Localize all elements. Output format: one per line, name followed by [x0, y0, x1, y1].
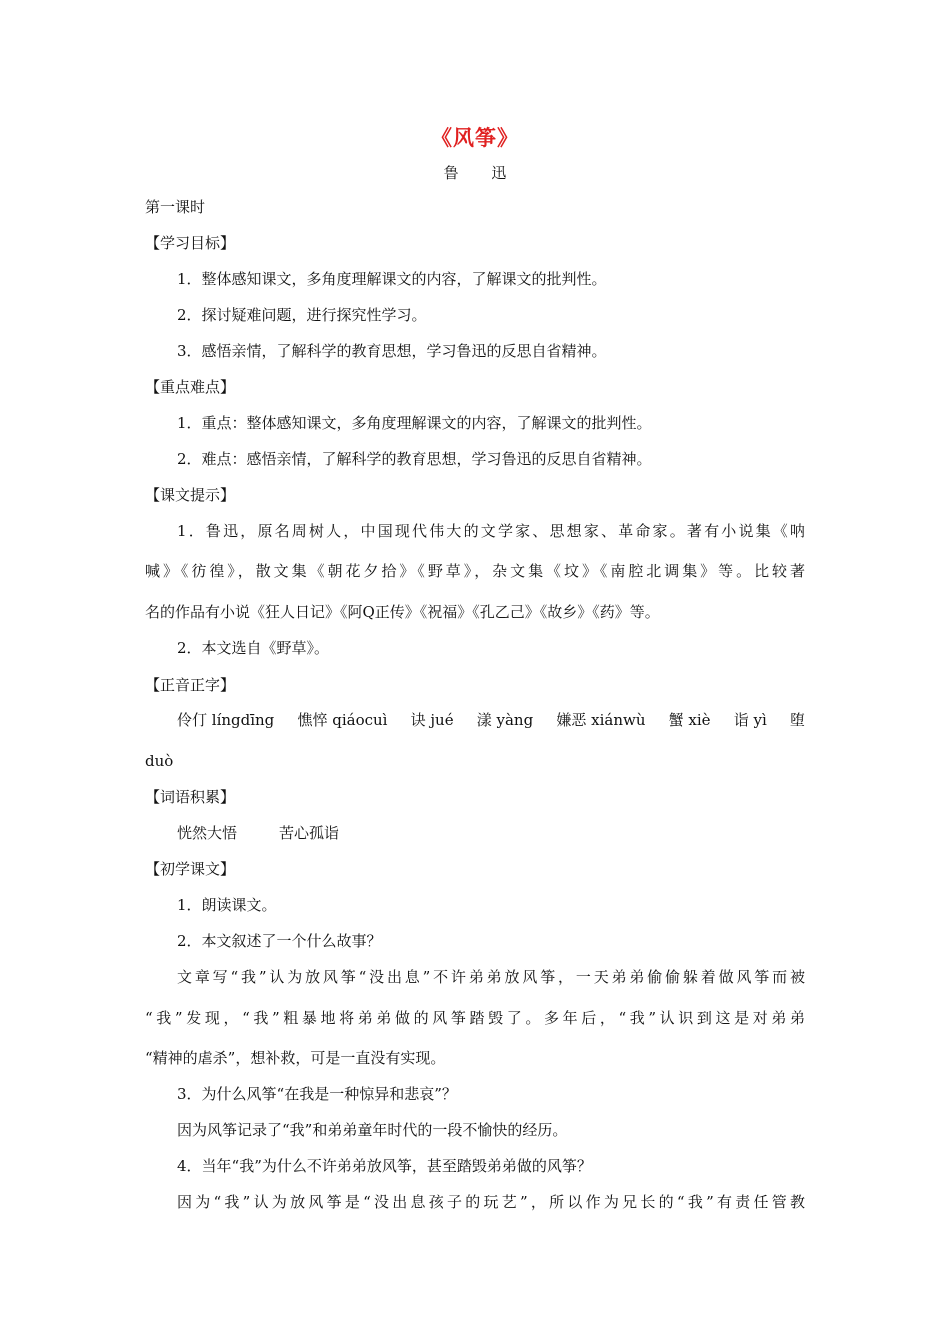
pronunciation-word: 漾 yàng [476, 711, 534, 729]
document-title: 《风筝》 [431, 125, 519, 150]
reading-answer-2-line-3: “精神的虐杀”，想补救，可是一直没有实现。 [145, 1049, 446, 1067]
goal-item-1: 1．整体感知课文，多角度理解课文的内容，了解课文的批判性。 [177, 270, 607, 288]
pronunciation-word: 诣 yì [733, 711, 767, 729]
vocab-word-1: 恍然大悟 [177, 824, 238, 842]
hint-paragraph-2: 2．本文选自《野草》。 [177, 639, 330, 657]
vocab-word-2: 苦心孤诣 [279, 824, 340, 842]
goal-item-2: 2．探讨疑难问题，进行探究性学习。 [177, 306, 427, 324]
hint-paragraph-1-line-1: 1．鲁迅，原名周树人，中国现代伟大的文学家、思想家、革命家。著有小说集《呐 [177, 522, 808, 540]
section-heading-keypoints: 【重点难点】 [145, 378, 236, 396]
pronunciation-word: 蟹 xiè [668, 711, 711, 729]
hint-paragraph-1-line-3: 名的作品有小说《狂人日记》《阿Q正传》《祝福》《孔乙己》《故乡》《药》等。 [145, 603, 660, 621]
pronunciation-word: 伶仃 língdīng [177, 711, 275, 729]
reading-answer-3: 因为风筝记录了“我”和弟弟童年时代的一段不愉快的经历。 [177, 1121, 568, 1139]
pronunciation-word: 嫌恶 xiánwù [556, 711, 646, 729]
section-heading-reading: 【初学课文】 [145, 860, 236, 878]
goal-item-3: 3．感悟亲情，了解科学的教育思想，学习鲁迅的反思自省精神。 [177, 342, 607, 360]
keypoint-item-1: 1．重点：整体感知课文，多角度理解课文的内容，了解课文的批判性。 [177, 414, 652, 432]
hint-paragraph-1-line-2: 喊》《彷徨》，散文集《朝花夕拾》《野草》，杂文集《坟》《南腔北调集》等。比较著 [145, 562, 808, 580]
reading-question-2: 2．本文叙述了一个什么故事？ [177, 932, 382, 950]
keypoint-item-2: 2．难点：感悟亲情，了解科学的教育思想，学习鲁迅的反思自省精神。 [177, 450, 652, 468]
pronunciation-word-list [177, 710, 805, 730]
pronunciation-word: 诀 jué [410, 711, 454, 729]
reading-question-3: 3．为什么风筝“在我是一种惊异和悲哀”？ [177, 1085, 457, 1103]
reading-answer-2-line-1: 文章写“我”认为放风筝“没出息”不许弟弟放风筝，一天弟弟偷偷躲着做风筝而被 [177, 968, 808, 986]
pronunciation-word: 堕 [789, 711, 805, 729]
reading-question-1: 1．朗读课文。 [177, 896, 277, 914]
section-heading-hints: 【课文提示】 [145, 486, 236, 504]
reading-answer-4-line-1: 因为“我”认为放风筝是“没出息孩子的玩艺”，所以作为兄长的“我”有责任管教 [177, 1193, 809, 1211]
pronunciation-word: 憔悴 qiáocuì [297, 711, 388, 729]
section-heading-goals: 【学习目标】 [145, 234, 236, 252]
lesson-label: 第一课时 [145, 198, 206, 216]
section-heading-pronunciation: 【正音正字】 [145, 676, 236, 694]
reading-question-4: 4．当年“我”为什么不许弟弟放风筝，甚至踏毁弟弟做的风筝？ [177, 1157, 592, 1175]
pronunciation-tail: duò [145, 752, 174, 770]
section-heading-vocab: 【词语积累】 [145, 788, 236, 806]
document-author: 鲁 迅 [443, 164, 521, 182]
reading-answer-2-line-2: “我”发现，“我”粗暴地将弟弟做的风筝踏毁了。多年后，“我”认识到这是对弟弟 [145, 1009, 809, 1027]
